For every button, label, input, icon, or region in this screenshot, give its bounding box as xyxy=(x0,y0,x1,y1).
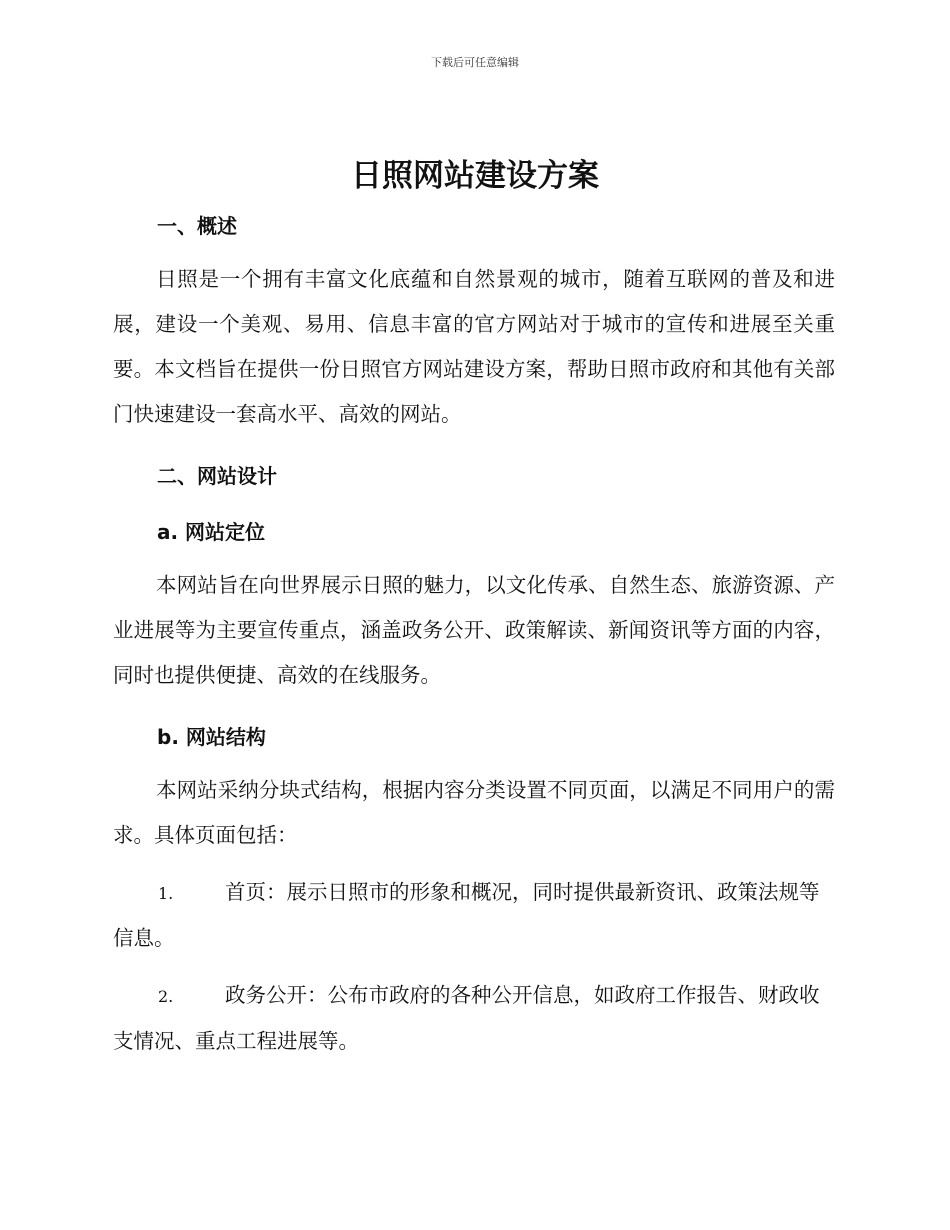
subsection-heading-structure: b. 网站结构 xyxy=(157,725,266,749)
list-item xyxy=(113,973,835,1064)
overview-paragraph: 日照是一个拥有丰富文化底蕴和自然景观的城市，随着互联网的普及和进展，建设一个美观、易用、信息丰富的官方网站对于城市的宣传和进展至关重要。本文档旨在提供一份日照官方网站建设方案，帮助日照市政府和其他有关部门快速建设一套高水平、高效的网站。 xyxy=(113,267,835,426)
subsection-heading-positioning: a. 网站定位 xyxy=(157,520,266,544)
document-title: 日照网站建设方案 xyxy=(351,158,599,194)
list-item-text: 首页：展示日照市的形象和概况，同时提供最新资讯、政策法规等信息。 xyxy=(113,880,820,950)
list-item xyxy=(113,870,835,961)
list-item-text: 政务公开：公布市政府的各种公开信息，如政府工作报告、财政收支情况、重点工程进展等。 xyxy=(113,983,820,1053)
structure-paragraph: 本网站采纳分块式结构，根据内容分类设置不同页面，以满足不同用户的需求。具体页面包括： xyxy=(113,778,835,847)
list-item-number: 1. xyxy=(158,884,174,903)
list-item-number: 2. xyxy=(158,987,174,1006)
section-heading-design: 二、网站设计 xyxy=(157,464,277,488)
header-note: 下载后可任意编辑 xyxy=(431,56,519,69)
positioning-paragraph: 本网站旨在向世界展示日照的魅力，以文化传承、自然生态、旅游资源、产业进展等为主要宣传重点，涵盖政务公开、政策解读、新闻资讯等方面的内容，同时也提供便捷、高效的在线服务。 xyxy=(113,573,835,687)
section-heading-overview: 一、概述 xyxy=(157,214,237,238)
